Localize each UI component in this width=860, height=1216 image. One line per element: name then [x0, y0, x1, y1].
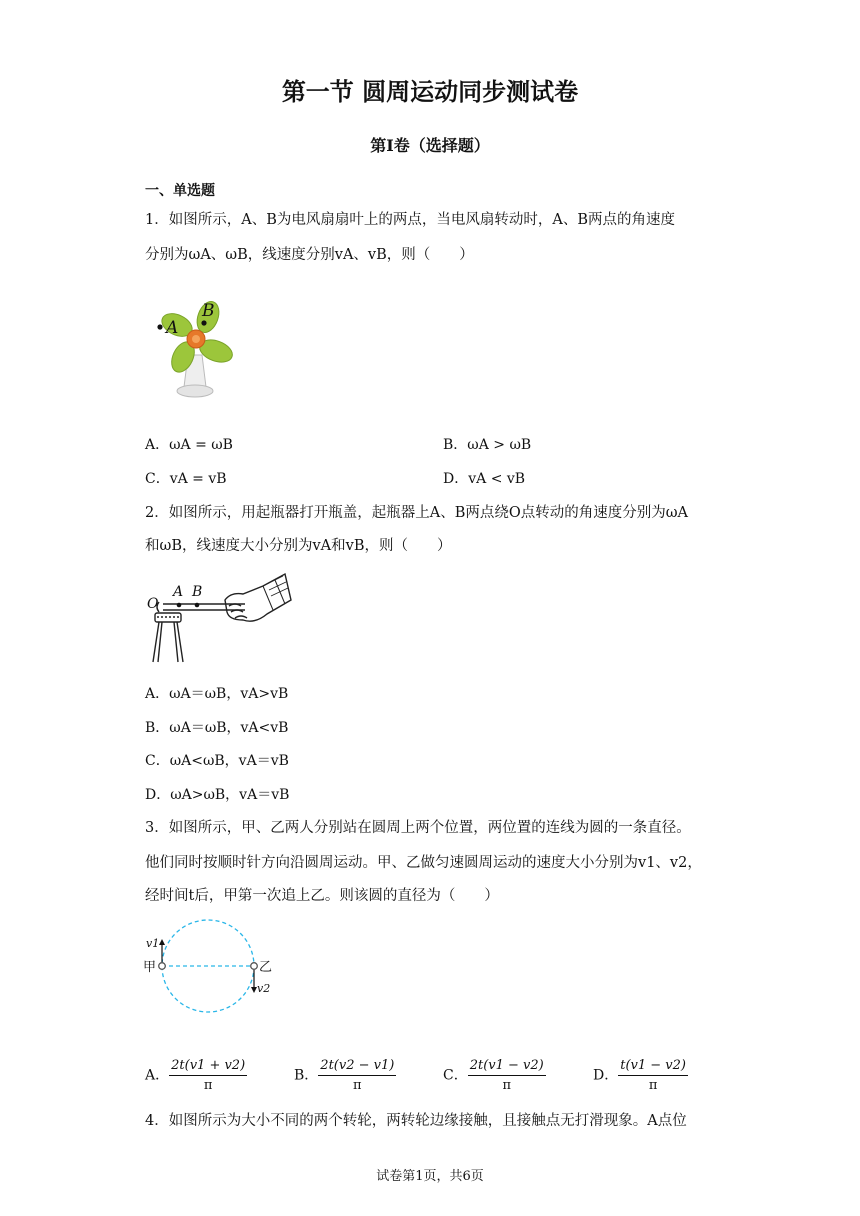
label-v2: v2 — [257, 982, 271, 995]
jia-point — [159, 963, 166, 970]
hand — [225, 574, 291, 621]
q2-option-d[interactable]: D．ωA>ωB，vA＝vB — [145, 787, 290, 803]
opener-label-b: B — [192, 584, 203, 600]
fan-hub-center — [192, 335, 200, 343]
opener-point-b — [195, 603, 200, 608]
q3-option-d-fraction — [618, 1058, 688, 1093]
q3-option-b[interactable] — [294, 1058, 396, 1093]
q3-option-d-prefix: D． — [593, 1067, 619, 1084]
label-v1: v1 — [146, 937, 160, 950]
page-footer: 试卷第1页，共6页 — [376, 1169, 484, 1184]
q3-option-a-prefix: A． — [145, 1067, 170, 1084]
q3-option-b-numerator: 2t(v2 − v1) — [318, 1058, 396, 1076]
bottle — [153, 622, 183, 662]
section-heading: 一、单选题 — [145, 183, 215, 199]
yi-point — [251, 963, 258, 970]
q3-option-c[interactable] — [443, 1058, 546, 1093]
q3-option-d-numerator: t(v1 − v2) — [618, 1058, 688, 1076]
q1-option-b[interactable]: B．ωA > ωB — [443, 437, 532, 453]
q3-option-c-denominator: π — [502, 1078, 511, 1093]
q3-option-b-fraction — [318, 1058, 396, 1093]
q2-line2: 和ωB，线速度大小分别为vA和vB，则（ ） — [145, 538, 452, 554]
q2-option-b[interactable]: B．ωA＝ωB，vA<vB — [145, 720, 289, 736]
q1-option-d[interactable]: D．vA < vB — [443, 471, 526, 487]
q3-option-a-fraction — [169, 1058, 247, 1093]
page-subtitle: 第I卷（选择题） — [370, 136, 490, 155]
fan-label-a: A — [166, 318, 179, 338]
opener-point-a — [177, 603, 182, 608]
q1-line2: 分别为ωA、ωB，线速度分别vA、vB，则（ ） — [145, 247, 474, 263]
q3-option-a[interactable] — [145, 1058, 247, 1093]
label-jia: 甲 — [143, 960, 157, 975]
q3-option-b-prefix: B． — [294, 1067, 319, 1084]
q1-option-a[interactable]: A．ωA = ωB — [145, 437, 233, 453]
q4-line1: 4．如图所示为大小不同的两个转轮，两转轮边缘接触，且接触点无打滑现象。A点位 — [145, 1113, 687, 1129]
q3-option-c-fraction — [468, 1058, 546, 1093]
label-yi: 乙 — [259, 960, 273, 975]
q3-option-c-numerator: 2t(v1 − v2) — [468, 1058, 546, 1076]
fan-label-b: B — [202, 301, 215, 321]
bottle-opener-figure — [145, 566, 295, 666]
q3-option-a-denominator: π — [203, 1078, 213, 1093]
q1-option-c[interactable]: C．vA = vB — [145, 471, 227, 487]
q2-option-a[interactable]: A．ωA＝ωB，vA>vB — [145, 686, 289, 702]
q3-option-d[interactable] — [593, 1058, 688, 1093]
q3-option-c-prefix: C． — [443, 1067, 468, 1084]
q2-option-c[interactable]: C．ωA<ωB，vA＝vB — [145, 753, 289, 769]
q3-line3: 经时间t后，甲第一次追上乙。则该圆的直径为（ ） — [145, 888, 499, 904]
opener-label-a: A — [173, 584, 184, 600]
q3-line2: 他们同时按顺时针方向沿圆周运动。甲、乙做匀速圆周运动的速度大小分别为v1、v2， — [145, 855, 702, 871]
q2-line1: 2．如图所示，用起瓶器打开瓶盖，起瓶器上A、B两点绕O点转动的角速度分别为ωA — [145, 505, 689, 521]
point-a-dot — [157, 324, 162, 329]
q3-option-b-denominator: π — [353, 1078, 362, 1093]
page-title: 第一节 圆周运动同步测试卷 — [281, 78, 579, 106]
opener-label-o: O — [147, 596, 159, 612]
circle-figure — [142, 918, 282, 1018]
fingers — [229, 604, 247, 618]
q3-option-d-denominator: π — [648, 1078, 658, 1093]
q3-line1: 3．如图所示，甲、乙两人分别站在圆周上两个位置，两位置的连线为圆的一条直径。 — [145, 820, 691, 836]
q3-option-a-numerator: 2t(v1 + v2) — [169, 1058, 247, 1076]
q1-line1: 1．如图所示，A、B为电风扇扇叶上的两点，当电风扇转动时，A、B两点的角速度 — [145, 212, 675, 228]
fan-figure — [150, 295, 245, 405]
point-b-dot — [201, 320, 206, 325]
